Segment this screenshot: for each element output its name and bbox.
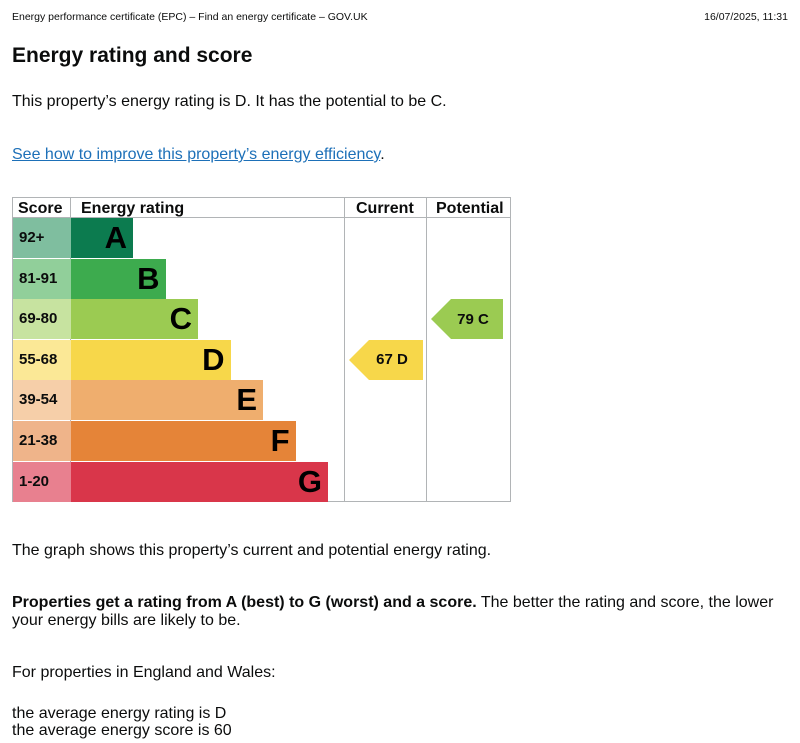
print-page-title: Energy performance certificate (EPC) – Find an energy certificate – GOV.UK	[12, 11, 368, 23]
band-score-g: 1-20	[13, 462, 71, 502]
score-column-header: Score	[18, 200, 63, 217]
potential-rating-arrow	[431, 299, 503, 339]
improve-efficiency-link[interactable]: See how to improve this property’s energy efficiency	[12, 146, 381, 163]
band-score-f: 21-38	[13, 421, 71, 461]
rating-summary: This property’s energy rating is D. It has the potential to be C.	[12, 93, 447, 110]
band-score-e: 39-54	[13, 380, 71, 420]
rating-explainer	[12, 594, 788, 630]
energy-rating-column-header: Energy rating	[81, 200, 185, 217]
band-score-b: 81-91	[13, 259, 71, 299]
current-rating-arrow-label: 67 D	[376, 351, 408, 369]
improve-suffix: .	[380, 146, 385, 163]
energy-rating-chart	[12, 197, 511, 502]
rating-explainer-bold: Properties get a rating from A (best) to G (worst) and a score.	[12, 594, 477, 611]
band-bar-b: B	[71, 259, 166, 299]
average-score: the average energy score is 60	[12, 722, 232, 739]
page-title: Energy rating and score	[12, 44, 253, 67]
print-datetime: 16/07/2025, 11:31	[704, 11, 788, 23]
band-bar-a: A	[71, 218, 133, 258]
band-bar-c: C	[71, 299, 198, 339]
current-column-header: Current	[356, 200, 414, 217]
potential-column-header: Potential	[436, 200, 504, 217]
column-divider-rating	[344, 198, 345, 501]
band-score-d: 55-68	[13, 340, 71, 380]
potential-rating-arrow-label: 79 C	[457, 310, 489, 328]
band-bar-g: G	[71, 462, 328, 502]
band-bar-d: D	[71, 340, 231, 380]
region-intro: For properties in England and Wales:	[12, 664, 276, 681]
current-rating-arrow	[349, 340, 423, 380]
band-bar-f: F	[71, 421, 296, 461]
band-bar-e: E	[71, 380, 263, 420]
band-score-c: 69-80	[13, 299, 71, 339]
band-score-a: 92+	[13, 218, 71, 258]
graph-caption: The graph shows this property’s current and potential energy rating.	[12, 542, 492, 559]
average-rating: the average energy rating is D	[12, 705, 227, 722]
column-divider-current	[426, 198, 427, 501]
rating-explainer-rest: The better the rating and score, the lower your energy bills are likely to be.	[12, 594, 774, 629]
improve-paragraph	[12, 146, 385, 164]
print-header	[12, 11, 788, 23]
